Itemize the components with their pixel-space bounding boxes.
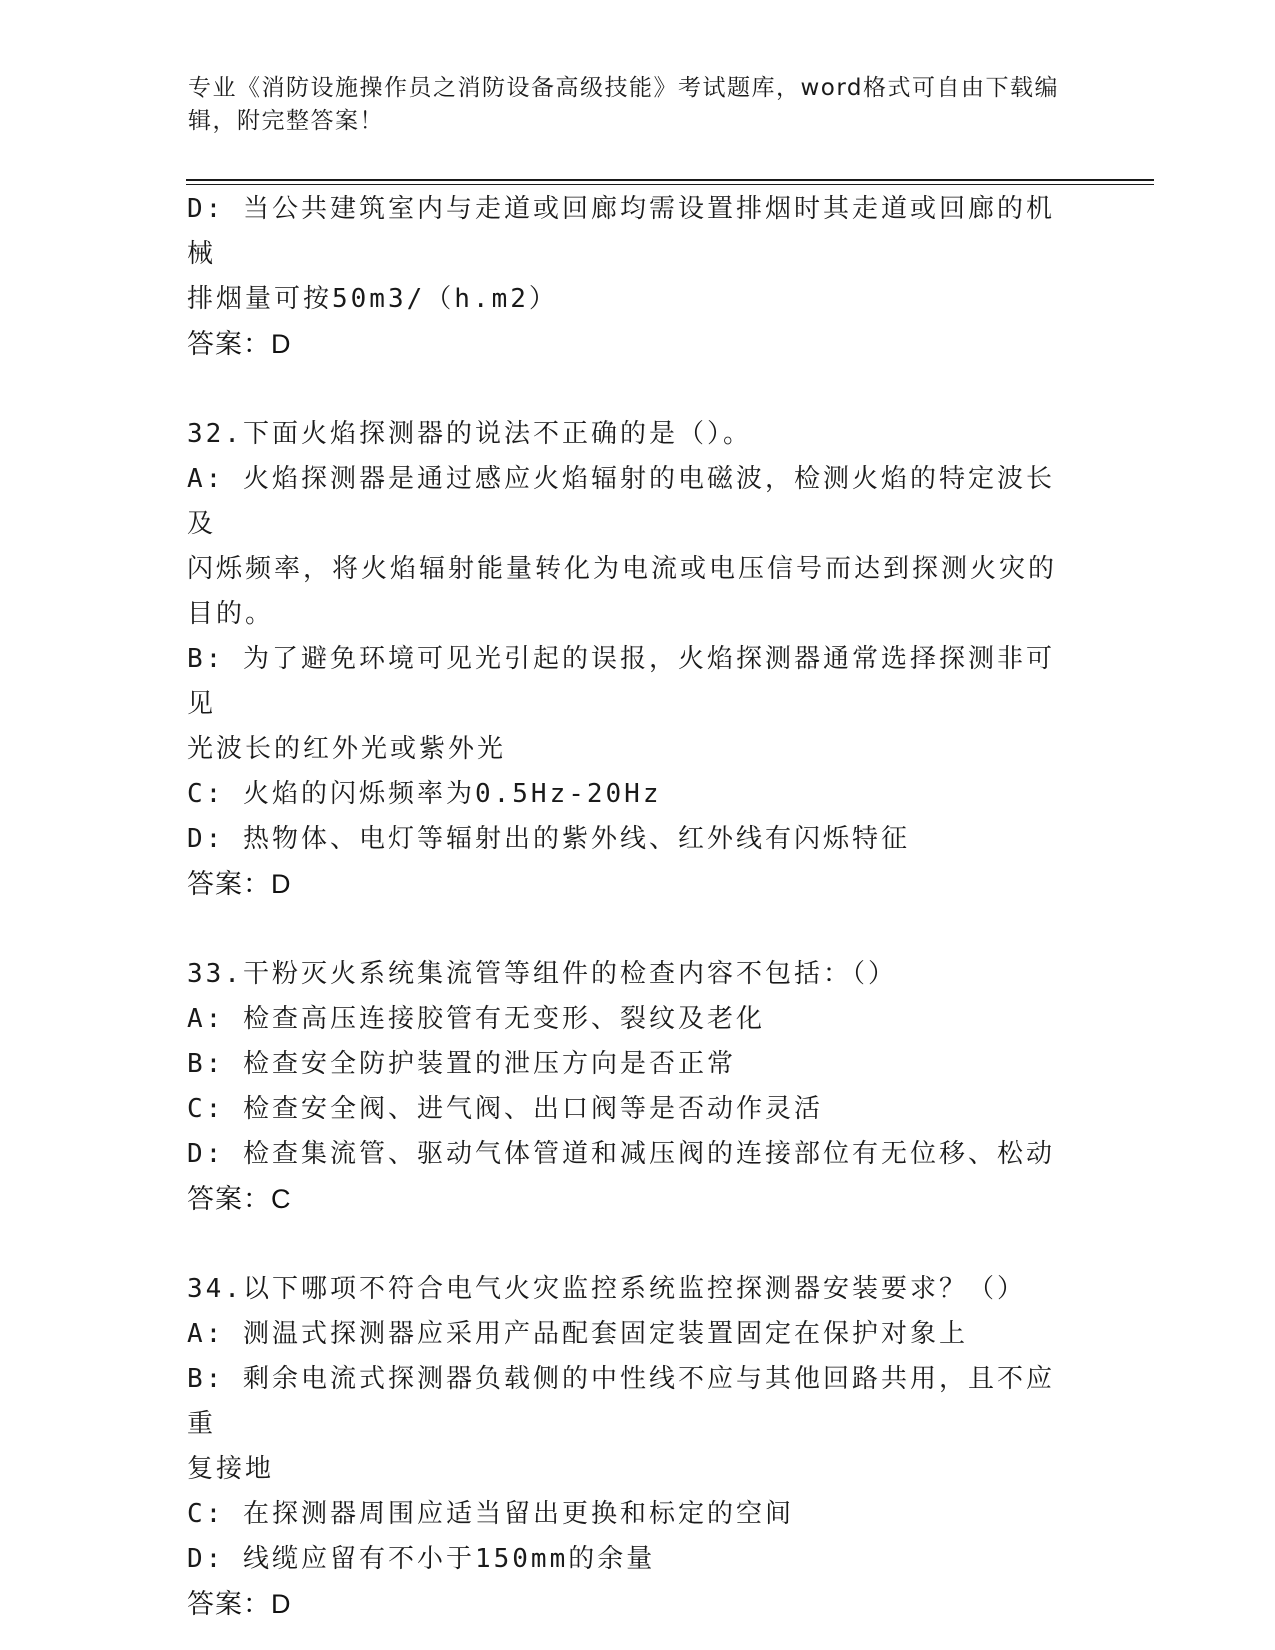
spacer [187, 367, 1077, 412]
question-32 [187, 412, 1077, 907]
answer-line: 答案：D [187, 329, 292, 359]
option-b-continued: 复接地 [187, 1454, 275, 1484]
question-stem: 33.干粉灭火系统集流管等组件的检查内容不包括：（） [187, 959, 897, 989]
option-a: A: 检查高压连接胶管有无变形、裂纹及老化 [187, 1004, 765, 1034]
question-content [187, 187, 1077, 1627]
spacer [187, 1222, 1077, 1267]
option-b: B: 为了避免环境可见光引起的误报，火焰探测器通常选择探测非可见 [187, 644, 1055, 719]
answer-line: 答案：C [187, 1184, 292, 1214]
option-a-continued: 闪烁频率，将火焰辐射能量转化为电流或电压信号而达到探测火灾的 [187, 554, 1058, 584]
option-d: D: 热物体、电灯等辐射出的紫外线、红外线有闪烁特征 [187, 824, 910, 854]
continued-question [187, 187, 1077, 367]
option-d: D: 当公共建筑室内与走道或回廊均需设置排烟时其走道或回廊的机械 [187, 194, 1055, 269]
header-divider-thick [186, 179, 1154, 181]
header-divider-thin [186, 184, 1154, 185]
option-c: C: 检查安全阀、进气阀、出口阀等是否动作灵活 [187, 1094, 823, 1124]
option-d-continued: 排烟量可按50m3/（h.m2） [187, 284, 558, 314]
question-33 [187, 952, 1077, 1222]
spacer [187, 907, 1077, 952]
option-b: B: 检查安全防护装置的泄压方向是否正常 [187, 1049, 736, 1079]
option-a: A: 火焰探测器是通过感应火焰辐射的电磁波，检测火焰的特定波长及 [187, 464, 1055, 539]
option-c: C: 在探测器周围应适当留出更换和标定的空间 [187, 1499, 794, 1529]
question-stem: 34.以下哪项不符合电气火灾监控系统监控探测器安装要求？（） [187, 1274, 1026, 1304]
option-c: C: 火焰的闪烁频率为0.5Hz-20Hz [187, 779, 662, 809]
option-b: B: 剩余电流式探测器负载侧的中性线不应与其他回路共用，且不应重 [187, 1364, 1055, 1439]
option-d: D: 线缆应留有不小于150mm的余量 [187, 1544, 656, 1574]
option-b-continued: 光波长的红外光或紫外光 [187, 734, 507, 764]
option-a: A: 测温式探测器应采用产品配套固定装置固定在保护对象上 [187, 1319, 968, 1349]
question-stem: 32.下面火焰探测器的说法不正确的是（）。 [187, 419, 752, 449]
answer-line: 答案：D [187, 869, 292, 899]
option-a-continued: 目的。 [187, 599, 275, 629]
option-d: D: 检查集流管、驱动气体管道和减压阀的连接部位有无位移、松动 [187, 1139, 1055, 1169]
page-header: 专业《消防设施操作员之消防设备高级技能》考试题库，word格式可自由下载编辑，附完整答案！ [188, 75, 1060, 134]
answer-line: 答案：D [187, 1589, 292, 1619]
question-34 [187, 1267, 1077, 1627]
